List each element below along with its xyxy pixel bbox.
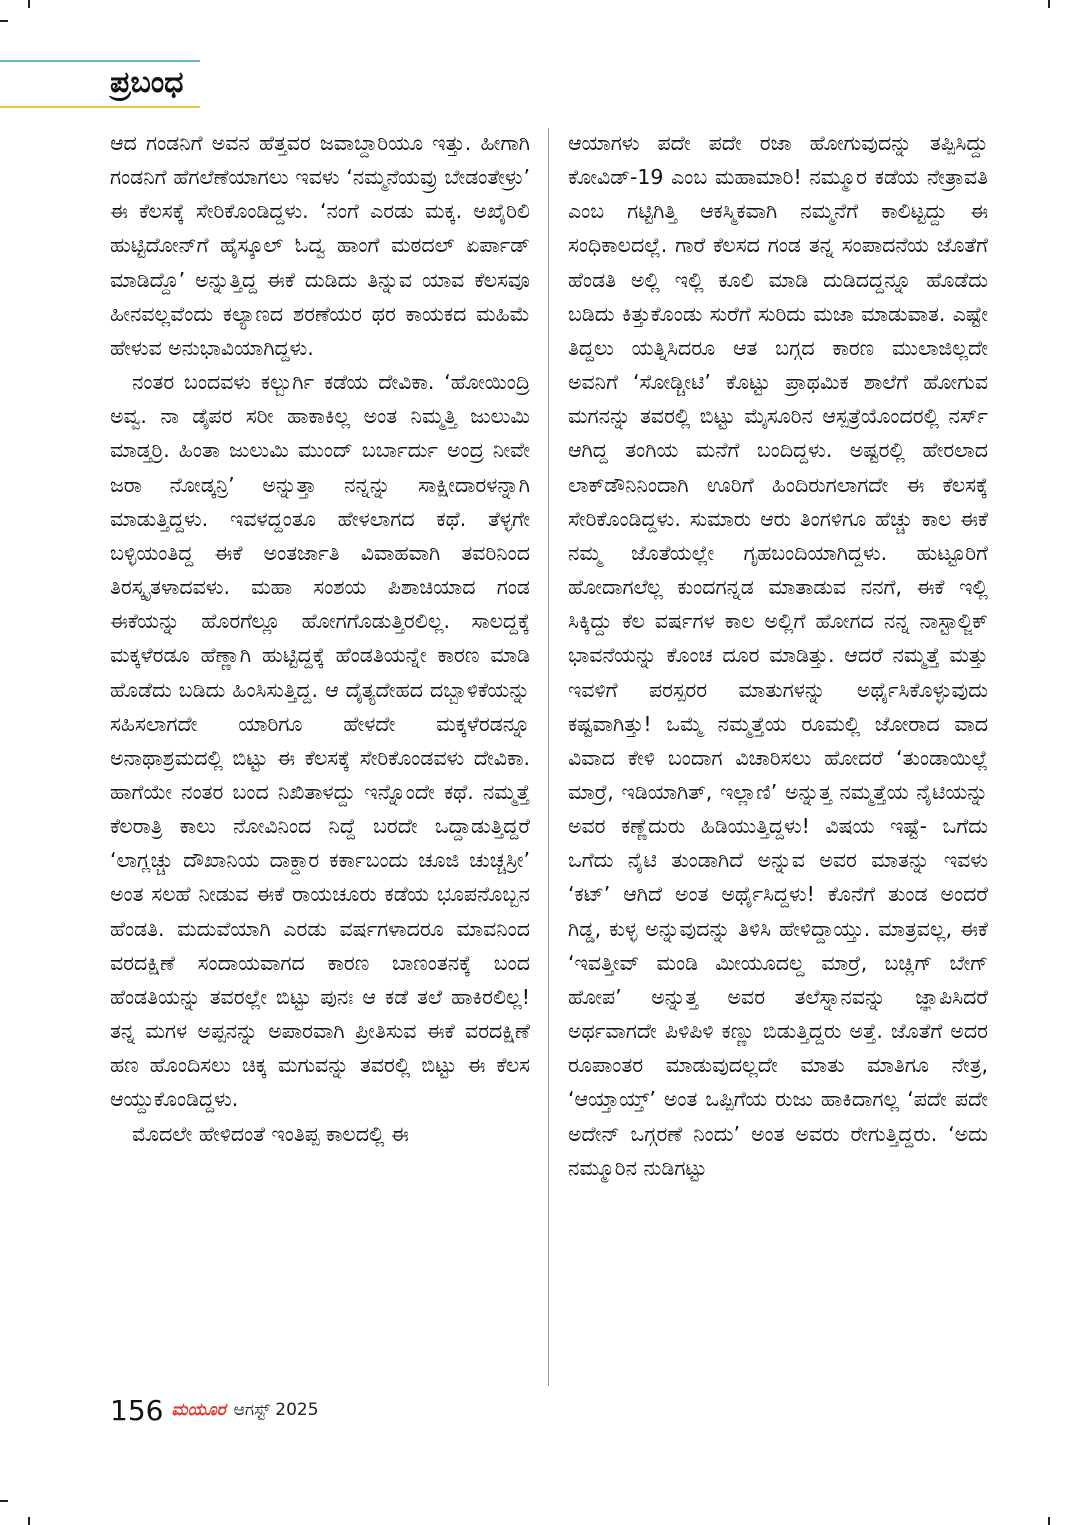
crop-mark (1048, 1517, 1050, 1525)
crop-mark (28, 0, 30, 8)
paragraph: ನಂತರ ಬಂದವಳು ಕಲ್ಬುರ್ಗಿ ಕಡೆಯ ದೇವಿಕಾ. ‘ಹೋಯಿಂದ್ರಿ ಅವ್ವ. ನಾ ಡೈಪರ ಸರೀ ಹಾಕಾಕಿಲ್ಲ ಅಂತ ನಿಮ್ಮತ್ತಿ ಜುಲುಮಿ ಮಾಡ್ತರ್ರಿ. ಹಿಂತಾ ಜುಲುಮಿ ಮುಂದ್ ಬರ್ಬಾರ್ದು ಅಂದ್ರ ನೀವೇ ಜರಾ ನೋಡ್ಕನ್ರಿ’ ಅನ್ನುತ್ತಾ ನನ್ನನ್ನು ಸಾಕ್ಷೀದಾರಳನ್ನಾಗಿ ಮಾಡುತ್ತಿದ್ದಳು. ಇವಳದ್ದಂತೂ ಹೇಳಲಾಗದ ಕಥೆ. ತೆಳ್ಳಗೇ ಬಳ್ಳಿಯಂತಿದ್ದ ಈಕೆ ಅಂತರ್ಜಾತಿ ವಿವಾಹವಾಗಿ ತವರಿನಿಂದ ತಿರಸ್ಕೃತಳಾದವಳು. ಮಹಾ ಸಂಶಯ ಪಿಶಾಚಿಯಾದ ಗಂಡ ಈಕೆಯನ್ನು ಹೊರಗೆಲ್ಲೂ ಹೋಗಗೊಡುತ್ತಿರಲಿಲ್ಲ. ಸಾಲದ್ದಕ್ಕೆ ಮಕ್ಕಳೆರಡೂ ಹೆಣ್ಣಾಗಿ ಹುಟ್ಟಿದ್ದಕ್ಕೆ ಹೆಂಡತಿಯನ್ನೇ ಕಾರಣ ಮಾಡಿ ಹೊಡೆದು ಬಡಿದು ಹಿಂಸಿಸುತ್ತಿದ್ದ. ಆ ದೈತ್ಯದೇಹದ ದಬ್ಬಾಳಿಕೆಯನ್ನು ಸಹಿಸಲಾಗದೇ ಯಾರಿಗೂ ಹೇಳದೇ ಮಕ್ಕಳೆರಡನ್ನೂ ಅನಾಥಾಶ್ರಮದಲ್ಲಿ ಬಿಟ್ಟು ಈ ಕೆಲಸಕ್ಕೆ ಸೇರಿಕೊಂಡವಳು ದೇವಿಕಾ. ಹಾಗೆಯೇ ನಂತರ ಬಂದ ನಿಖಿತಾಳದ್ದು ಇನ್ನೊಂದೇ ಕಥೆ. ನಮ್ಮತ್ತೆ ಕೆಲರಾತ್ರಿ ಕಾಲು ನೋವಿನಿಂದ ನಿದ್ದೆ ಬರದೇ ಒದ್ದಾಡುತ್ತಿದ್ದರೆ ‘ಲಾಗ್ಲಚ್ಚು ದೌಖಾನಿಯ ದಾಕ್ದಾರ ಕರ್ಕಾಬಂದು ಚೂಜಿ ಚುಚ್ಚಸ್ರೀ’ ಅಂತ ಸಲಹೆ ನೀಡುವ ಈಕೆ ರಾಯಚೂರು ಕಡೆಯ ಭೂಪನೊಬ್ಬನ ಹೆಂಡತಿ. ಮದುವೆಯಾಗಿ ಎರಡು ವರ್ಷಗಳಾದರೂ ಮಾವನಿಂದ ವರದಕ್ಷಿಣೆ ಸಂದಾಯವಾಗದ ಕಾರಣ ಬಾಣಂತನಕ್ಕೆ ಬಂದ ಹೆಂಡತಿಯನ್ನು ತವರಲ್ಲೇ ಬಿಟ್ಟು ಪುನಃ ಆ ಕಡೆ ತಲೆ ಹಾಕಿರಲಿಲ್ಲ! ತನ್ನ ಮಗಳ ಅಪ್ಪನನ್ನು ಅಪಾರವಾಗಿ ಪ್ರೀತಿಸುವ ಈಕೆ ವರದಕ್ಷಿಣೆ ಹಣ ಹೊಂದಿಸಲು ಚಿಕ್ಕ ಮಗುವನ್ನು ತವರಲ್ಲಿ ಬಿಟ್ಟು ಈ ಕೆಲಸ ಆಯ್ದುಕೊಂಡಿದ್ದಳು. (110, 370, 530, 1112)
issue-date: ಆಗಸ್ಟ್ 2025 (233, 1400, 319, 1420)
column-divider (548, 128, 549, 1386)
page-footer (110, 1392, 319, 1428)
paragraph: ಆಯಾಗಳು ಪದೇ ಪದೇ ರಜಾ ಹೋಗುವುದನ್ನು ತಪ್ಪಿಸಿದ್ದು ಕೋವಿಡ್-19 ಎಂಬ ಮಹಾಮಾರಿ! ನಮ್ಮೂರ ಕಡೆಯ ನೇತ್ರಾವತಿ ಎಂಬ ಗಟ್ಟಿಗಿತ್ತಿ ಆಕಸ್ಮಿಕವಾಗಿ ನಮ್ಮನೆಗೆ ಕಾಲಿಟ್ಟದ್ದು ಈ ಸಂಧಿಕಾಲದಲ್ಲೆ. ಗಾರೆ ಕೆಲಸದ ಗಂಡ ತನ್ನ ಸಂಪಾದನೆಯ ಜೊತೆಗೆ ಹೆಂಡತಿ ಅಲ್ಲಿ ಇಲ್ಲಿ ಕೂಲಿ ಮಾಡಿ ದುಡಿದದ್ದನ್ನೂ ಹೊಡೆದು ಬಡಿದು ಕಿತ್ತುಕೊಂಡು ಸುರೆಗೆ ಸುರಿದು ಮಜಾ ಮಾಡುವಾತ. ಎಷ್ಟೇ ತಿದ್ದಲು ಯತ್ನಿಸಿದರೂ ಆತ ಬಗ್ಗದ ಕಾರಣ ಮುಲಾಜಿಲ್ಲದೇ ಅವನಿಗೆ ‘ಸೋಡ್ಚೀಟಿ’ ಕೊಟ್ಟು ಪ್ರಾಥಮಿಕ ಶಾಲೆಗೆ ಹೋಗುವ ಮಗನನ್ನು ತವರಲ್ಲಿ ಬಿಟ್ಟು ಮೈಸೂರಿನ ಆಸ್ಪತ್ರೆಯೊಂದರಲ್ಲಿ ನರ್ಸ್ ಆಗಿದ್ದ ತಂಗಿಯ ಮನೆಗೆ ಬಂದಿದ್ದಳು. ಅಷ್ಟರಲ್ಲಿ ಹೇರಲಾದ ಲಾಕ್‌ಡೌನಿನಿಂದಾಗಿ ಊರಿಗೆ ಹಿಂದಿರುಗಲಾಗದೇ ಈ ಕೆಲಸಕ್ಕೆ ಸೇರಿಕೊಂಡಿದ್ದಳು. ಸುಮಾರು ಆರು ತಿಂಗಳಿಗೂ ಹೆಚ್ಚು ಕಾಲ ಈಕೆ ನಮ್ಮ ಜೊತೆಯಲ್ಲೇ ಗೃಹಬಂದಿಯಾಗಿದ್ದಳು. ಹುಟ್ಟೂರಿಗೆ ಹೋದಾಗಲೆಲ್ಲ ಕುಂದಗನ್ನಡ ಮಾತಾಡುವ ನನಗೆ, ಈಕೆ ಇಲ್ಲಿ ಸಿಕ್ಕಿದ್ದು ಕೆಲ ವರ್ಷಗಳ ಕಾಲ ಅಲ್ಲಿಗೆ ಹೋಗದ ನನ್ನ ನಾಸ್ಟಾಲ್ಜಿಕ್ ಭಾವನೆಯನ್ನು ಕೊಂಚ ದೂರ ಮಾಡಿತ್ತು. ಆದರೆ ನಮ್ಮತ್ತೆ ಮತ್ತು ಇವಳಿಗೆ ಪರಸ್ಪರರ ಮಾತುಗಳನ್ನು ಅರ್ಥೈಸಿಕೊಳ್ಳುವುದು ಕಷ್ಟವಾಗಿತ್ತು! ಒಮ್ಮೆ ನಮ್ಮತ್ತೆಯ ರೂಮಲ್ಲಿ ಜೋರಾದ ವಾದ ವಿವಾದ ಕೇಳಿ ಬಂದಾಗ ವಿಚಾರಿಸಲು ಹೋದರೆ ‘ತುಂಡಾಯಿಲ್ಲೆ ಮಾರ್ರೆ, ಇಡಿಯಾಗಿತ್, ಇಲ್ಲಾಣಿ’ ಅನ್ನುತ್ತ ನಮ್ಮತ್ತೆಯ ನೈಟಿಯನ್ನು ಅವರ ಕಣ್ಣೆದುರು ಹಿಡಿಯುತ್ತಿದ್ದಳು! ವಿಷಯ ಇಷ್ಟೆ- ಒಗೆದು ಒಗೆದು ನೈಟಿ ತುಂಡಾಗಿದೆ ಅನ್ನುವ ಅವರ ಮಾತನ್ನು ಇವಳು ‘ಕಟ್’ ಆಗಿದೆ ಅಂತ ಅರ್ಥೈಸಿದ್ದಳು! ಕೊನೆಗೆ ತುಂಡ ಅಂದರೆ ಗಿಡ್ಡ, ಕುಳ್ಳ ಅನ್ನುವುದನ್ನು ತಿಳಿಸಿ ಹೇಳಿದ್ದಾಯ್ತು. ಮಾತ್ರವಲ್ಲ, ಈಕೆ ‘ಇವತ್ತೀವ್ ಮಂಡಿ ಮೀಯೂದಲ್ದ ಮಾರ್ರೆ, ಬಚ್ಲಿಗ್ ಬೇಗ್ ಹೋಪ’ ಅನ್ನುತ್ತ ಅವರ ತಲೆಸ್ನಾನವನ್ನು ಜ್ಞಾಪಿಸಿದರೆ ಅರ್ಥವಾಗದೇ ಪಿಳಿಪಿಳಿ ಕಣ್ಣು ಬಿಡುತ್ತಿದ್ದರು ಅತ್ತೆ. ಜೊತೆಗೆ ಅದರ ರೂಪಾಂತರ ಮಾಡುವುದಲ್ಲದೇ ಮಾತು ಮಾತಿಗೂ ನೇತ್ರ, ‘ಆಯ್ತಾಯ್ತ್’ ಅಂತ ಒಪ್ಪಿಗೆಯ ರುಜು ಹಾಕಿದಾಗಲ್ಲ ‘ಪದೇ ಪದೇ ಅದೇನ್ ಒಗ್ಗರಣೆ ನಿಂದು’ ಅಂತ ಅವರು ರೇಗುತ್ತಿದ್ದರು. ‘ಅದು ನಮ್ಮೂರಿನ ನುಡಿಗಟ್ಟು (568, 131, 988, 1180)
right-column (568, 126, 988, 1388)
left-column (110, 126, 530, 1388)
paragraph: ಆದ ಗಂಡನಿಗೆ ಅವನ ಹೆತ್ತವರ ಜವಾಬ್ದಾರಿಯೂ ಇತ್ತು. ಹೀಗಾಗಿ ಗಂಡನಿಗೆ ಹೆಗಲೆಣೆಯಾಗಲು ಇವಳು ‘ನಮ್ಮನೆಯವ್ರು ಬೇಡಂತೇಳ್ರು’ ಈ ಕೆಲಸಕ್ಕೆ ಸೇರಿಕೊಂಡಿದ್ದಳು. ‘ನಂಗೆ ಎರಡು ಮಕ್ಕ. ಅಖೈರಿಲಿ ಹುಟ್ಟಿದೋನ್‌ಗೆ ಹೈಸ್ಕೂಲ್ ಓದ್ವ ಹಾಂಗೆ ಮಠದಲ್ ಏರ್ಪಾಡ್ ಮಾಡಿದ್ದೊ’ ಅನ್ನುತ್ತಿದ್ದ ಈಕೆ ದುಡಿದು ತಿನ್ನುವ ಯಾವ ಕೆಲಸವೂ ಹೀನವಲ್ಲವೆಂದು ಕಲ್ಯಾಣದ ಶರಣೆಯರ ಥರ ಕಾಯಕದ ಮಹಿಮೆ ಹೇಳುವ ಅನುಭಾವಿಯಾಗಿದ್ದಳು. (110, 131, 530, 360)
crop-mark (28, 1517, 30, 1525)
header-rule-bottom (0, 106, 200, 108)
page-number: 156 (110, 1393, 164, 1427)
crop-mark (1048, 0, 1050, 8)
section-title: ಪ್ರಬಂಧ (110, 65, 184, 100)
crop-mark (0, 1500, 8, 1502)
paragraph: ಮೊದಲೇ ಹೇಳಿದಂತೆ ಇಂತಿಪ್ಪ ಕಾಲದಲ್ಲಿ ಈ (132, 1121, 409, 1146)
crop-mark (0, 20, 8, 22)
magazine-logo: ಮಯೂರ (171, 1400, 226, 1420)
